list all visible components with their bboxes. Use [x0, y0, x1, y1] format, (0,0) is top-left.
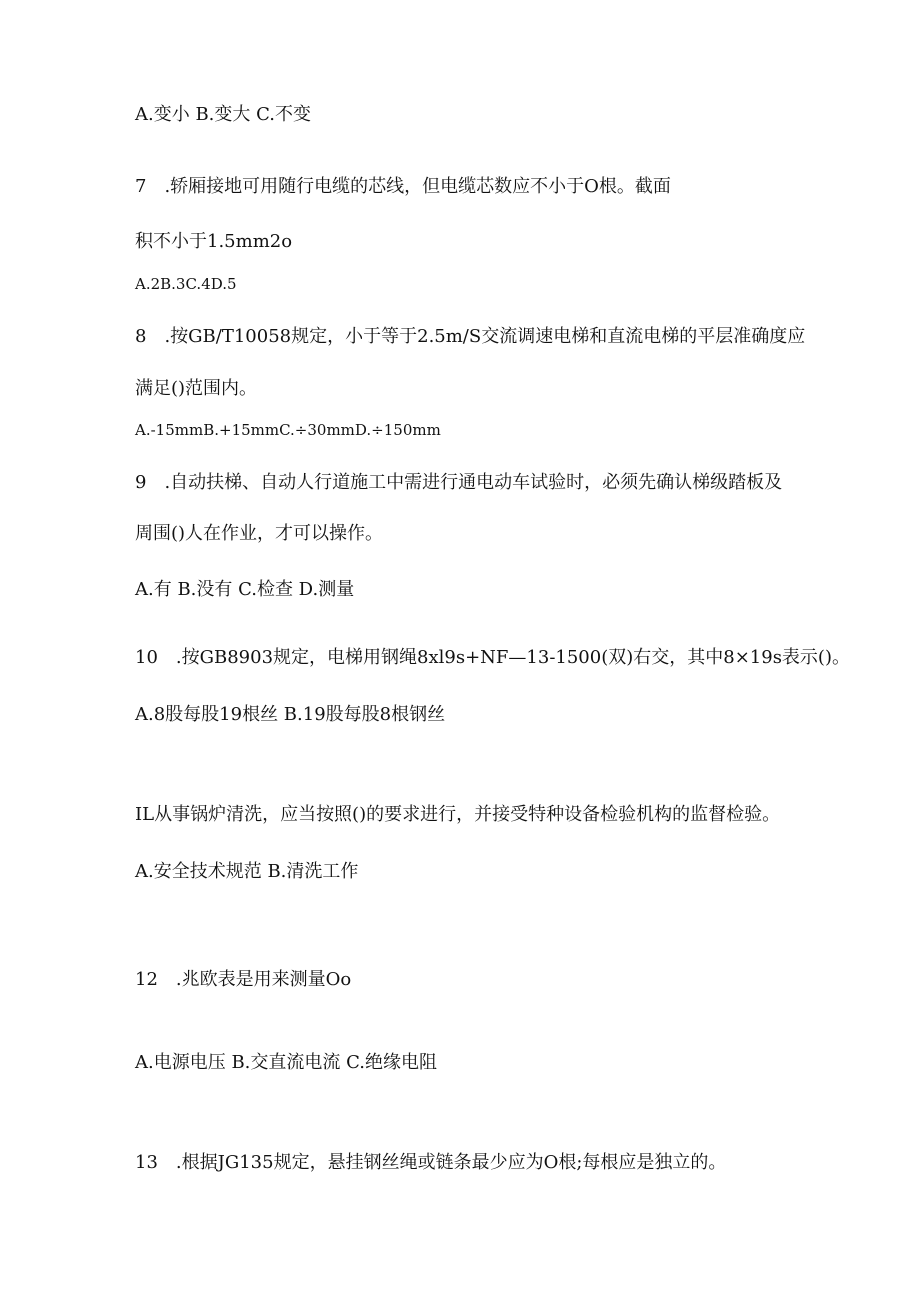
- question-10-options: [135, 703, 445, 727]
- question-number: 10: [135, 647, 158, 668]
- question-text: .按GB8903规定，电梯用钢绳8xl9s+NF—13-1500(双)右交，其中8×19s表示()。: [175, 647, 850, 668]
- option-text: A.安全技术规范 B.清洗工作: [135, 861, 359, 882]
- question-text: 满足()范围内。: [135, 378, 258, 399]
- question-number: 8: [135, 326, 147, 347]
- question-11-stem: [135, 803, 780, 827]
- option-text: A.变小 B.变大 C.不变: [135, 104, 311, 125]
- question-8-stem: [135, 325, 805, 349]
- question-8-options: [135, 418, 441, 442]
- question-9-stem: [135, 471, 782, 495]
- option-text: A.有 B.没有 C.检查 D.测量: [135, 579, 355, 600]
- question-number: 12: [135, 969, 158, 990]
- option-text: A.2B.3C.4D.5: [135, 275, 237, 293]
- option-text: A.8股每股19根丝 B.19股每股8根钢丝: [135, 704, 446, 725]
- question-text: .轿厢接地可用随行电缆的芯线，但电缆芯数应不小于O根。截面: [164, 176, 671, 197]
- question-9-stem-continued: [135, 522, 383, 546]
- question-text: 积不小于1.5mm2o: [135, 231, 293, 252]
- question-12-options: [135, 1051, 437, 1075]
- option-text: A.-15mmB.+15mmC.÷30mmD.÷150mm: [135, 421, 441, 439]
- question-number: 7: [135, 176, 147, 197]
- question-text: 周围()人在作业，才可以操作。: [135, 523, 384, 544]
- question-9-options: [135, 578, 354, 602]
- question-13-stem: [135, 1151, 726, 1175]
- question-7-stem: [135, 175, 671, 199]
- question-8-stem-continued: [135, 377, 257, 401]
- option-text: A.电源电压 B.交直流电流 C.绝缘电阻: [135, 1052, 437, 1073]
- question-10-stem: [135, 646, 850, 670]
- question-text: .自动扶梯、自动人行道施工中需进行通电动车试验时，必须先确认梯级踏板及: [164, 472, 783, 493]
- question-6-options: [135, 103, 311, 127]
- question-text: .根据JG135规定，悬挂钢丝绳或链条最少应为O根;每根应是独立的。: [175, 1152, 727, 1173]
- question-12-stem: [135, 968, 351, 992]
- question-11-options: [135, 860, 358, 884]
- question-text: .兆欧表是用来测量Oo: [175, 969, 352, 990]
- question-7-options: [135, 272, 237, 296]
- question-text: .按GB/T10058规定，小于等于2.5m/S交流调速电梯和直流电梯的平层准确度应: [164, 326, 806, 347]
- question-7-stem-continued: [135, 230, 292, 254]
- question-number: 13: [135, 1152, 158, 1173]
- question-text: IL从事锅炉清洗，应当按照()的要求进行，并接受特种设备检验机构的监督检验。: [135, 804, 781, 825]
- question-number: 9: [135, 472, 147, 493]
